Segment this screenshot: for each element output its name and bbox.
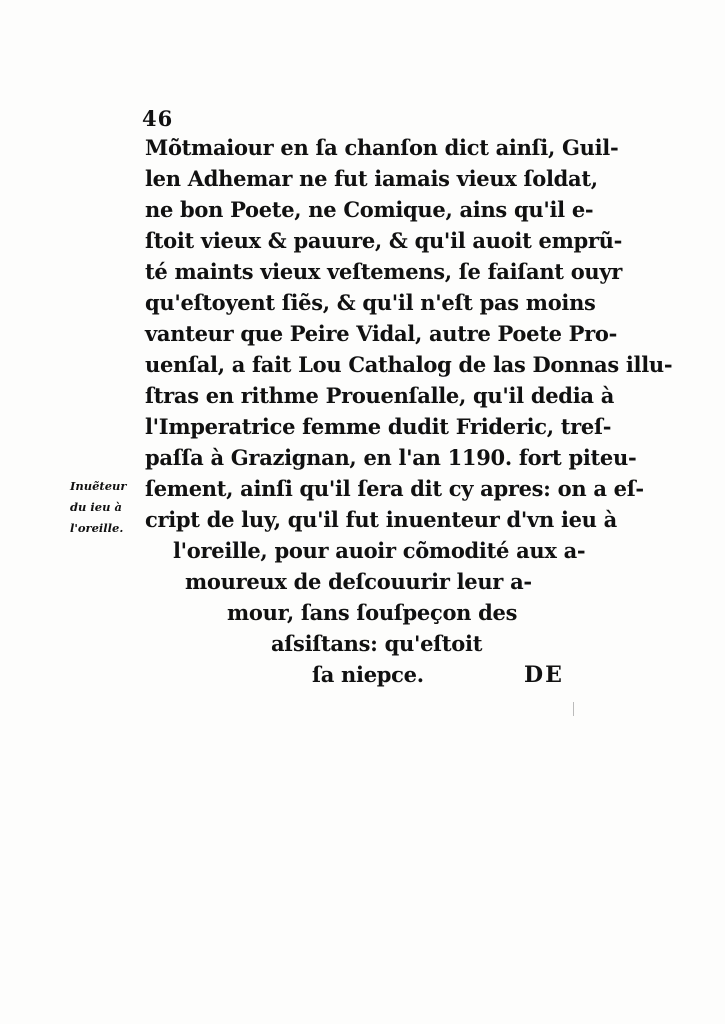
margin-note-line: du ieu à [70, 500, 122, 514]
text-line: aſsiſtans: qu'eſtoit [271, 631, 483, 656]
text-line: mour, ſans ſouſpeçon des [227, 600, 518, 625]
text-line: ne bon Poete, ne Comique, ains qu'il e- [145, 197, 594, 222]
text-line: ſtoit vieux & pauure, & qu'il auoit emprũ- [145, 228, 623, 253]
page-number: 46 [142, 106, 174, 131]
margin-note-line: Inuẽteur [70, 479, 127, 493]
text-line: paſſa à Grazignan, en l'an 1190. fort piteu- [145, 445, 637, 470]
scan-artifact [573, 702, 574, 716]
text-line: l'oreille, pour auoir cõmodité aux a- [173, 538, 586, 563]
text-line: qu'eſtoyent ſiẽs, & qu'il n'eſt pas moins [145, 290, 596, 315]
margin-note [70, 476, 142, 539]
text-line: l'Imperatrice femme dudit Frideric, treſ- [145, 414, 612, 439]
body-text [145, 132, 673, 690]
text-line: vanteur que Peire Vidal, autre Poete Pro- [145, 321, 618, 346]
text-line: ſa niepce. [312, 662, 424, 687]
text-line: ſtras en rithme Prouenſalle, qu'il dedia à [145, 383, 614, 408]
text-line: ſement, ainſi qu'il ſera dit cy apres: on a eſ- [145, 476, 644, 501]
catchword: DE [524, 662, 564, 688]
text-line: len Adhemar ne fut iamais vieux ſoldat, [145, 166, 598, 191]
text-line: Mõtmaiour en ſa chanſon dict ainſi, Guil- [145, 135, 619, 160]
margin-note-line: l'oreille. [70, 521, 124, 535]
text-line: cript de luy, qu'il fut inuenteur d'vn ieu à [145, 507, 617, 532]
text-line: té maints vieux veſtemens, ſe faiſant ouyr [145, 259, 623, 284]
text-line: uenſal, a fait Lou Cathalog de las Donnas illu- [145, 352, 673, 377]
text-line: moureux de deſcouurir leur a- [185, 569, 532, 594]
